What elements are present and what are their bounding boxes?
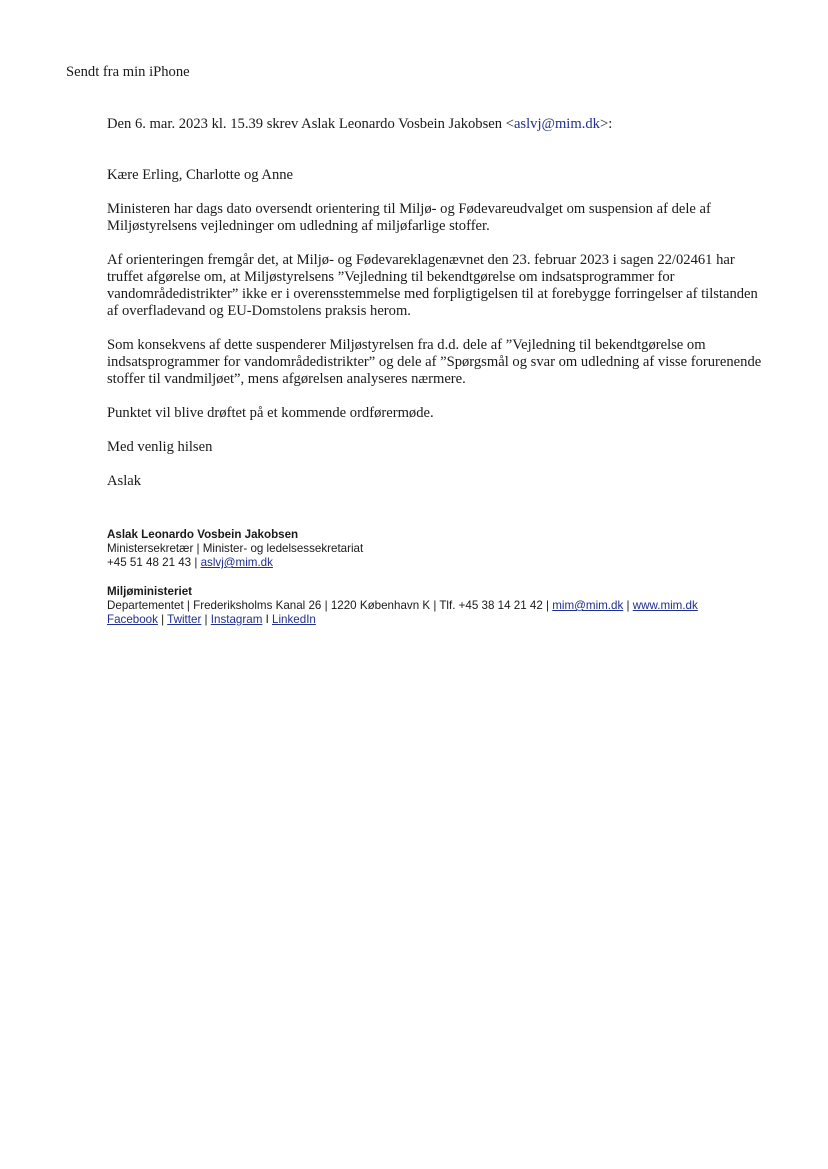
quote-header-suffix: >: bbox=[599, 116, 613, 132]
facebook-link[interactable]: Facebook bbox=[107, 613, 158, 626]
social-separator-3: I bbox=[262, 613, 273, 626]
email-body bbox=[107, 116, 767, 490]
signature-contact-line bbox=[107, 556, 787, 570]
signature-address: Departementet | Frederiksholms Kanal 26 | 1220 København K | Tlf. +45 38 14 21 42 | bbox=[107, 599, 553, 612]
signature-phone: +45 51 48 21 43 | bbox=[107, 556, 201, 569]
quote-header bbox=[107, 116, 767, 133]
address-separator: | bbox=[623, 599, 633, 612]
social-links bbox=[107, 613, 787, 627]
paragraph-2: Af orienteringen fremgår det, at Miljø- og Fødevareklagenævnet den 23. februar 2023 i sagen 22/02461 har truffet afgørelse om, at Miljøstyrelsens ”Vejledning til bekendtgørelse om indsatsprogrammer for vandområdedistrikter” ikke er i overensstemmelse med forpligtigelsen til at forebygge forringelser af tilstanden af overfladevand og EU-Domstolens praksis herom. bbox=[107, 252, 758, 319]
sent-from-line: Sendt fra min iPhone bbox=[66, 64, 190, 80]
paragraph-4: Punktet vil blive drøftet på et kommende ordførermøde. bbox=[107, 405, 434, 421]
sender-first-name: Aslak bbox=[107, 473, 142, 489]
quote-sender-email-link[interactable]: aslvj@mim.dk bbox=[513, 116, 600, 132]
social-separator-2: | bbox=[201, 613, 211, 626]
signature-address-line bbox=[107, 599, 787, 613]
greeting: Kære Erling, Charlotte og Anne bbox=[107, 167, 294, 183]
signature-email-link[interactable]: aslvj@mim.dk bbox=[200, 556, 273, 569]
closing: Med venlig hilsen bbox=[107, 439, 213, 455]
paragraph-1: Ministeren har dags dato oversendt orientering til Miljø- og Fødevareudvalget om suspension af dele af Miljøstyrelsens vejledninger om udledning af miljøfarlige stoffer. bbox=[107, 201, 711, 234]
twitter-link[interactable]: Twitter bbox=[167, 613, 202, 626]
email-signature bbox=[107, 528, 787, 627]
paragraph-3: Som konsekvens af dette suspenderer Miljøstyrelsen fra d.d. dele af ”Vejledning til bekendtgørelse om indsatsprogrammer for vandområdedistrikter” og dele af ”Spørgsmål og svar om udledning af visse forurenende stoffer til vandmiljøet”, mens afgørelsen analyseres nærmere. bbox=[107, 337, 762, 387]
linkedin-link[interactable]: LinkedIn bbox=[272, 613, 316, 626]
signature-org: Miljøministeriet bbox=[107, 585, 193, 598]
quote-header-prefix: Den 6. mar. 2023 kl. 15.39 skrev Aslak Leonardo Vosbein Jakobsen < bbox=[107, 116, 514, 132]
org-email-link[interactable]: mim@mim.dk bbox=[552, 599, 624, 612]
signature-name: Aslak Leonardo Vosbein Jakobsen bbox=[107, 528, 299, 541]
social-separator-1: | bbox=[157, 613, 168, 626]
website-link[interactable]: www.mim.dk bbox=[632, 599, 698, 612]
signature-title: Ministersekretær | Minister- og ledelsessekretariat bbox=[107, 542, 364, 555]
instagram-link[interactable]: Instagram bbox=[210, 613, 263, 626]
